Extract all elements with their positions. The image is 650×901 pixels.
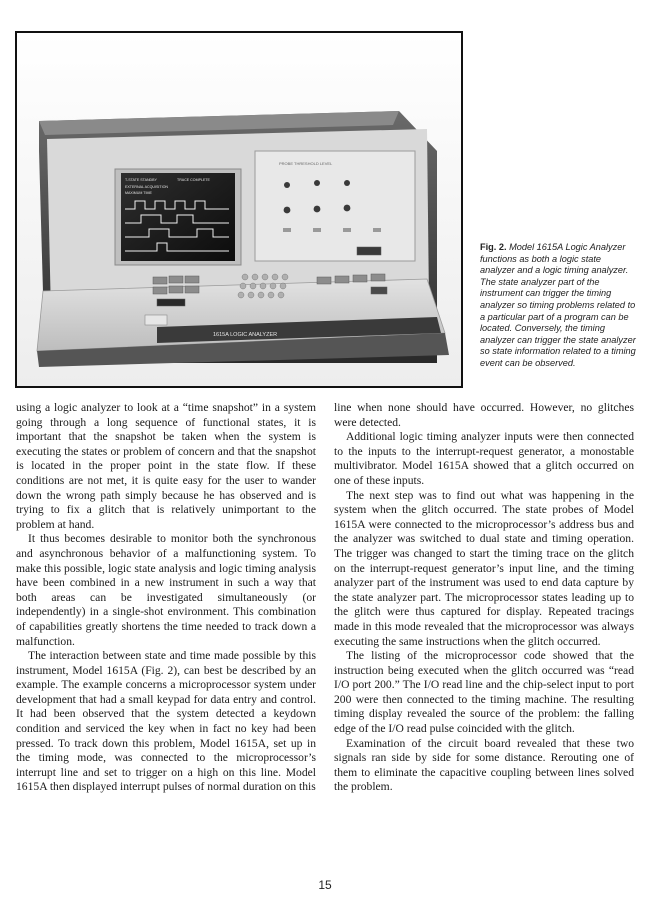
page-number: 15 [318, 878, 332, 892]
figure-photo [15, 31, 463, 388]
screen-text-3: EXTERNAL ACQUISITION [125, 185, 168, 189]
left-paragraph-3: The interaction between state and time made possible by this instrument, Model 1615A (Fig. 2), can best be described by an example. The example concerns a microprocessor system under development that had a small keypad for data entry and control. It had been observed that the system detected a keydown condition and serviced the key when in fact no key had been pressed. To track down this problem, Model 1615A, set up in the timing mode, was connected to the microprocessor’s interrupt line and set to trigger on a high on this line. Model 1615A then displayed interrupt pulses of normal duration on this [16, 649, 316, 794]
right-paragraph-5: Examination of the circuit board revealed that these two signals ran side by side for some distance. Rerouting one of them to eliminate the capacitive coupling between lines solved the problem. [334, 736, 634, 794]
right-paragraph-1: line when none should have occurred. However, no glitches were detected. [334, 401, 634, 429]
panel-label: PROBE THRESHOLD LEVEL [279, 161, 333, 166]
right-column [334, 401, 634, 795]
right-paragraph-4: The listing of the microprocessor code showed that the instruction being executed when the glitch occurred was “read I/O port 200.” The I/O read line and the chip-select input to port 200 were then connected to the timing machine. The resulting timing display revealed the source of the problem: the falling edge of the I/O read pulse coincided with the glitch. [334, 649, 634, 736]
left-paragraph-1: using a logic analyzer to look at a “time snapshot” in a system going through a long sequence of functional states, it is important that the snapshot be taken when the system is executing the states or problem of concern and that the snapshot is located in the proper point in the state flow. If these conditions are not met, it is quite easy for the user to wander down the wrong path simply because he has observed and is trying to fix a glitch that is relatively unimportant to the problem at hand. [16, 401, 316, 531]
power-switch [145, 315, 167, 325]
left-paragraph-2: It thus becomes desirable to monitor both the synchronous and asynchronous behavior of a malfunctioning system. To make this possible, logic state analysis and logic timing analysis have been combined in a new instrument in such a way that both areas can be investigated simultaneously (or independently) in a single-shot environment. This combination of capabilities greatly shortens the time needed to track down a malfunction. [16, 532, 316, 648]
right-paragraph-3: The next step was to find out what was happening in the system when the glitch occurred. The state probes of Model 1615A were connected to the microprocessor’s address bus and the analyzer was switched to dual state and timing operation. The trigger was changed to start the timing trace on the glitch on the interrupt-request generator’s input line, and the timing analyzer part of the instrument was used to end data capture by the state analyzer part. The microprocessor states leading up to the glitch were thus captured for display. Repeated tracings made in this mode revealed that the microprocessor was always executing the same instructions when the glitch occurred. [334, 488, 634, 648]
logic-analyzer-illustration [17, 33, 461, 386]
screen-text-4: MAXIMUM TIME [125, 191, 152, 195]
front-label: 1615A LOGIC ANALYZER [213, 332, 278, 338]
figure-caption [480, 242, 636, 370]
caption-text: Model 1615A Logic Analyzer functions as both a logic state analyzer and a logic timing analyzer. The state analyzer part of the instrument can trigger the timing analyzer so timing problems related to a particular part of a program can be located. Conversely, the timing analyzer can trigger the state analyzer so state information related to a timing event can be observed. [480, 242, 636, 368]
right-paragraph-2: Additional logic timing analyzer inputs were then connected to the inputs to the interrupt-request generator, a monostable multivibrator. Model 1615A showed that a glitch occurred on one of these inputs. [334, 430, 634, 487]
screen-text-2: TRACE COMPLETE [177, 178, 210, 182]
left-column [16, 401, 316, 795]
screen-text-1: T-STATE STANDBY [125, 178, 157, 182]
caption-label: Fig. 2. [480, 242, 507, 252]
